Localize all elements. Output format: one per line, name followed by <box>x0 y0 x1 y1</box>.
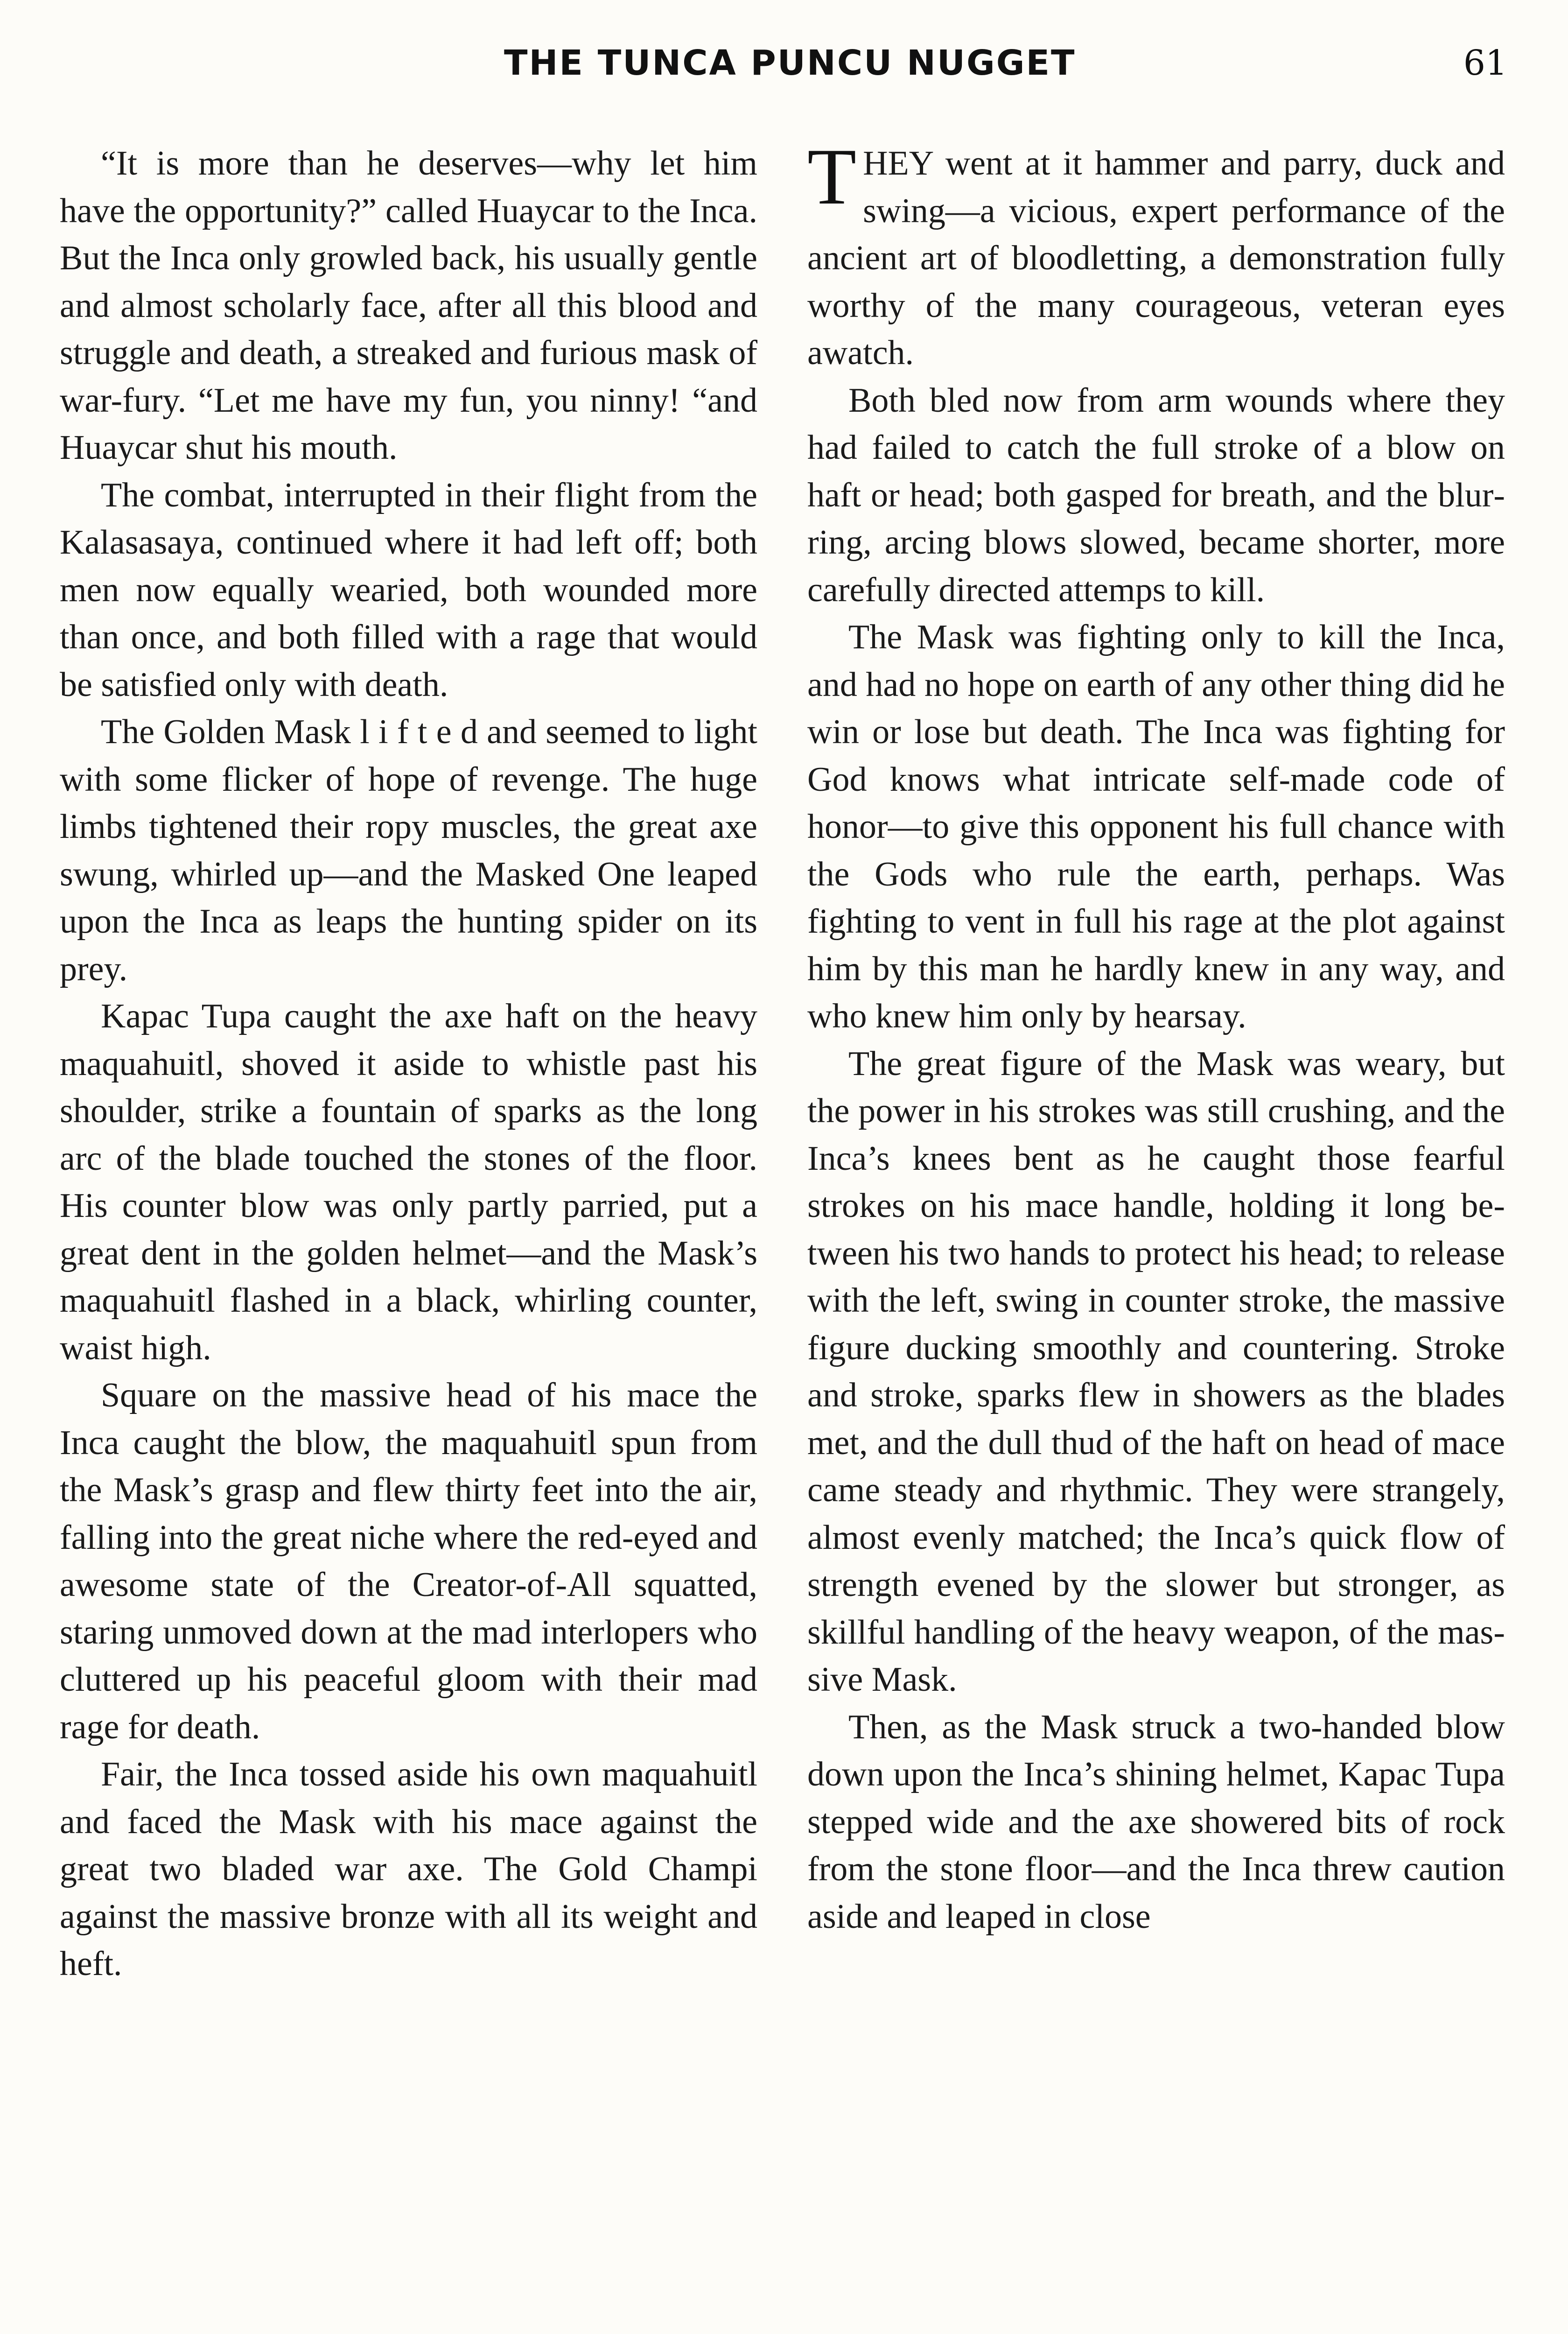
opening-paragraph <box>807 133 1505 377</box>
right-column <box>807 133 1505 1940</box>
paragraph: Both bled now from arm wounds where they had failed to catch the full stroke of a blow on haft or head; both gasped for breath, and the blurring, arcing blows slowed, became shorter, more carefully directed attemps to kill. <box>807 381 1505 609</box>
paragraph: The Mask was fighting only to kill the Inca, and had no hope on earth of any other thing did he win or lose but death. The Inca was fighting for God knows what intricate self-made code of honor—to give this opponent his full chance with the Gods who rule the earth, perhaps. Was fighting to vent in full his rage at the plot against him by this man he hardly knew in any way, and who knew him only by hearsay. <box>807 618 1505 1035</box>
paragraph: Fair, the Inca tossed aside his own maquahuitl and faced the Mask with his mace against the great two bladed war axe. The Gold Champi against the massive bronze with all its weight and heft. <box>60 1755 757 1983</box>
left-column <box>60 140 757 1988</box>
running-head: THE TUNCA PUNCU NUGGET <box>504 43 1076 83</box>
paragraph: The Golden Mask l i f t e d and seemed to light with some flicker of hope of revenge. The huge limbs tightened their ropy muscles, the great axe swung, whirled up—and the Masked One leaped upon the Inca as leaps the hunting spider on its prey. <box>60 713 757 988</box>
paragraph: The great figure of the Mask was weary, but the power in his strokes was still crushing, and the Inca’s knees bent as he caught those fearful strokes on his mace handle, holding it long between his two hands to protect his head; to release with the left, swing in counter stroke, the massive figure ducking smoothly and countering. Stroke and stroke, sparks flew in showers as the blades met, and the dull thud of the haft on head of mace came steady and rhythmic. They were strangely, almost evenly matched; the Inca’s quick flow of strength evened by the slower but stronger, as skillful handling of the heavy weapon, of the massive Mask. <box>807 1044 1505 1699</box>
paragraph: Square on the massive head of his mace the Inca caught the blow, the maquahuitl spun from the Mask’s grasp and flew thirty feet into the air, falling into the great niche where the red-eyed and awesome state of the Creator-of-All squatted, staring unmoved down at the mad interlopers who cluttered up his peaceful gloom with their mad rage for death. <box>60 1376 757 1746</box>
drop-cap: T <box>807 133 857 221</box>
paragraph: Kapac Tupa caught the axe haft on the heavy maquahuitl, shoved it aside to whistle past his shoulder, strike a fountain of sparks as the long arc of the blade touched the stones of the floor. His counter blow was only partly parried, put a great dent in the golden helmet—and the Mask’s maquahuitl flashed in a black, whirling counter, waist high. <box>60 997 757 1367</box>
paragraph: “It is more than he deserves—why let him have the opportunity?” called Huaycar to the Inca. But the Inca only growled back, his usually gentle and almost scholarly face, after all this blood and struggle and death, a streaked and furious mask of war-fury. “Let me have my fun, you ninny! “and Huaycar shut his mouth. <box>60 144 757 467</box>
opening-paragraph-text: HEY went at it hammer and parry, duck and swing—a vicious, expert performance of the ancient art of bloodletting, a demonstration fully worthy of the many courageous, veteran eyes awatch. <box>807 144 1505 372</box>
page-number: 61 <box>1463 43 1507 83</box>
paragraph: Then, as the Mask struck a two-handed blow down upon the Inca’s shining helmet, Kapac Tupa stepped wide and the axe showered bits of rock from the stone floor—and the Inca threw caution aside and leaped in close <box>807 1708 1505 1936</box>
paragraph: The combat, interrupted in their flight from the Kalasasaya, continued where it had left off; both men now equally wearied, both wounded more than once, and both filled with a rage that would be satisfied only with death. <box>60 476 757 704</box>
